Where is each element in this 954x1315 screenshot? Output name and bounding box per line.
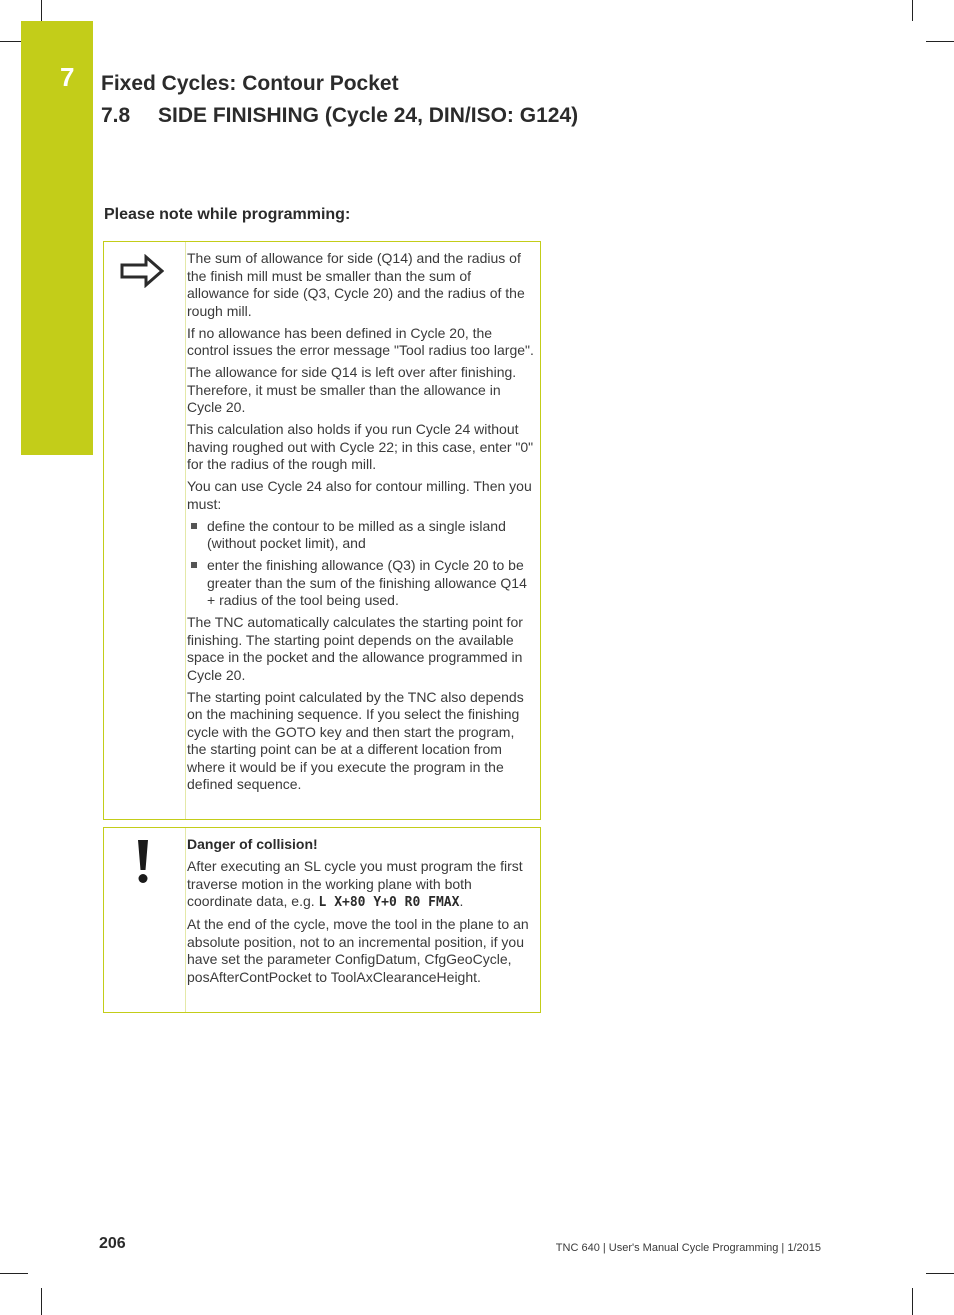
crop-mark <box>0 41 21 42</box>
warning-title: Danger of collision! <box>187 836 318 852</box>
exclamation-icon <box>136 840 150 884</box>
warning-box <box>103 827 541 1013</box>
list-item <box>187 557 535 610</box>
note-box <box>103 241 541 820</box>
crop-mark <box>41 0 42 21</box>
list-item <box>187 518 535 553</box>
crop-mark <box>0 1273 28 1274</box>
bullet-square-icon <box>191 523 197 529</box>
box-divider <box>185 242 186 819</box>
section-title: SIDE FINISHING (Cycle 24, DIN/ISO: G124) <box>158 104 579 127</box>
arrow-right-icon <box>120 254 164 288</box>
note-paragraph: The allowance for side Q14 is left over after finishing. Therefore, it must be smaller than the allowance in Cycle 20. <box>187 364 517 415</box>
chapter-title: Fixed Cycles: Contour Pocket <box>101 72 399 95</box>
chapter-number: 7 <box>60 62 75 92</box>
crop-mark <box>926 1273 954 1274</box>
list-item-text: define the contour to be milled as a single island (without pocket limit), and <box>207 517 506 551</box>
note-paragraph: If no allowance has been defined in Cycle 20, the control issues the error message "Tool radius too large". <box>187 324 534 358</box>
page-number: 206 <box>99 1235 126 1252</box>
crop-mark <box>926 41 954 42</box>
box-divider <box>185 828 186 1012</box>
note-heading: Please note while programming: <box>104 206 351 223</box>
warning-paragraph: At the end of the cycle, move the tool in the plane to an absolute position, not to an incremental position, if you have set the parameter ConfigDatum, CfgGeoCycle, posAfterContPocket to ToolAxClearanceHeight. <box>187 916 529 985</box>
warning-content <box>187 836 535 991</box>
warning-text: . <box>459 893 464 909</box>
note-paragraph: The sum of allowance for side (Q14) and the radius of the finish mill must be smaller than the sum of allowance for side (Q3, Cycle 20) and the radius of the rough mill. <box>187 250 525 319</box>
note-content <box>187 250 535 798</box>
note-paragraph: The TNC automatically calculates the starting point for finishing. The starting point depends on the available space in the pocket and the allowance programmed in Cycle 20. <box>187 614 523 683</box>
warning-text: After executing an SL cycle you must program the first traverse motion in the working plane with both coordinate data, e.g. <box>187 858 523 909</box>
note-paragraph: This calculation also holds if you run Cycle 24 without having roughed out with Cycle 22; in this case, enter "0" for the radius of the rough mill. <box>187 421 534 472</box>
bullet-square-icon <box>191 562 197 568</box>
warning-paragraph <box>187 858 535 912</box>
crop-mark <box>41 1288 42 1315</box>
footer-text: TNC 640 | User's Manual Cycle Programming | 1/2015 <box>555 1242 821 1254</box>
code-snippet: L X+80 Y+0 R0 FMAX <box>318 895 460 910</box>
note-paragraph: The starting point calculated by the TNC also depends on the machining sequence. If you select the finishing cycle with the GOTO key and then start the program, the starting point can be at a different location from where it would be if you execute the program in the defined sequence. <box>187 688 524 792</box>
crop-mark <box>912 1288 913 1315</box>
note-paragraph: You can use Cycle 24 also for contour milling. Then you must: <box>187 478 532 512</box>
chapter-tab <box>21 21 93 455</box>
section-number: 7.8 <box>101 104 131 127</box>
list-item-text: enter the finishing allowance (Q3) in Cycle 20 to be greater than the sum of the finishing allowance Q14 + radius of the tool being used. <box>207 557 527 608</box>
crop-mark <box>912 0 913 21</box>
